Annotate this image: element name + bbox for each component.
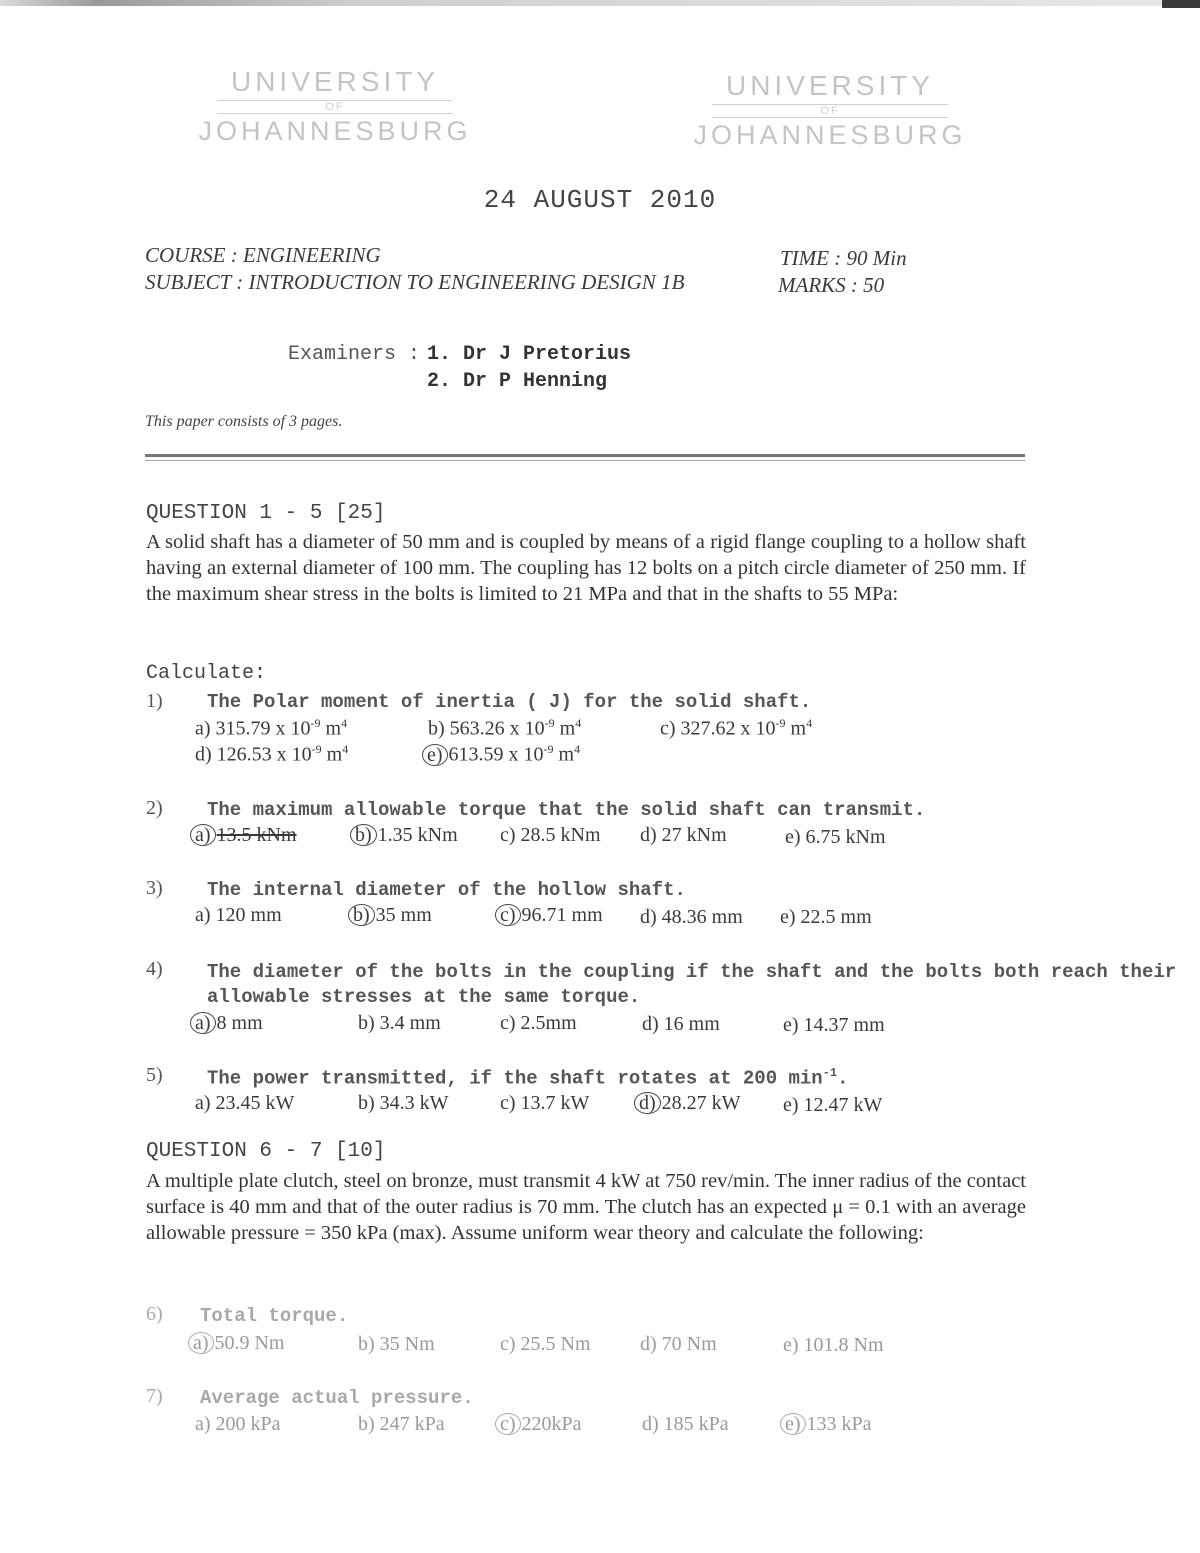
- option-value: 185 kPa: [663, 1413, 729, 1435]
- option-value: 613.59 x 10: [448, 743, 544, 766]
- option-value: 14.37 mm: [803, 1014, 885, 1036]
- option-unit-exp: 4: [574, 742, 581, 756]
- option-letter: a): [195, 1092, 211, 1114]
- option-letter-circled: a): [188, 1332, 214, 1354]
- question-heading: QUESTION 6 - 7 [10]: [146, 1140, 386, 1163]
- option-letter: b): [358, 1333, 375, 1355]
- option-value: 220kPa: [521, 1413, 582, 1435]
- option-value: 48.36 mm: [661, 906, 743, 928]
- option-value: 1.35 kNm: [377, 824, 458, 846]
- option-letter: e): [783, 1334, 799, 1356]
- option-letter-circled: a): [190, 1012, 216, 1034]
- logo-line-3: JOHANNESBURG: [198, 116, 472, 146]
- logo-line-1: UNIVERSITY: [230, 66, 440, 97]
- q-text-line-1: The diameter of the bolts in the coupling if the shaft and the bolts both reach their: [207, 961, 1177, 983]
- option-value: 22.5 mm: [800, 906, 872, 928]
- q-text: The Polar moment of inertia ( J) for the solid shaft.: [207, 691, 812, 713]
- option-b[interactable]: [350, 824, 458, 847]
- question-text: A solid shaft has a diameter of 50 mm and is coupled by means of a rigid flange coupling to a hollow shaft having an external diameter of 100 mm. The coupling has 12 bolts on a pitch circle diameter of 250 mm. If the maximum shear stress in the bolts is limited to 21 MPa and that in the shafts to 55 MPa:: [146, 531, 1026, 605]
- option-letter: c): [660, 717, 676, 740]
- option-letter-circled: e): [780, 1413, 806, 1435]
- option-c[interactable]: [660, 716, 812, 741]
- option-value: 6.75 kNm: [805, 826, 886, 848]
- option-letter: c): [500, 1092, 516, 1114]
- option-value: 28.27 kW: [661, 1092, 741, 1114]
- option-c[interactable]: [500, 1333, 591, 1356]
- option-a[interactable]: [188, 1332, 285, 1355]
- option-letter: a): [195, 904, 211, 926]
- option-letter-circled: b): [350, 824, 377, 846]
- examiner-2-name: 2. Dr P Henning: [427, 370, 608, 393]
- option-e[interactable]: [783, 1094, 882, 1117]
- option-b[interactable]: [348, 904, 432, 927]
- option-value: 16 mm: [663, 1013, 720, 1035]
- option-e[interactable]: [785, 826, 886, 849]
- option-b[interactable]: [358, 1413, 445, 1436]
- option-d[interactable]: [642, 1013, 720, 1036]
- option-value: 25.5 Nm: [520, 1333, 591, 1355]
- option-d[interactable]: [640, 1333, 717, 1356]
- option-letter: e): [783, 1014, 799, 1036]
- logo-line-3: JOHANNESBURG: [693, 120, 967, 150]
- option-letter: d): [640, 906, 657, 928]
- option-letter: d): [195, 743, 212, 766]
- option-letter: b): [358, 1413, 375, 1435]
- option-letter: c): [500, 1012, 516, 1034]
- option-value: 50.9 Nm: [214, 1332, 285, 1354]
- q-text-end: .: [837, 1067, 849, 1090]
- q-text: [207, 1066, 849, 1089]
- q-number: 6): [146, 1303, 163, 1325]
- option-letter: d): [640, 1333, 657, 1355]
- option-unit: m: [553, 743, 575, 766]
- option-unit: m: [554, 717, 576, 740]
- option-c[interactable]: [495, 1413, 582, 1436]
- option-d[interactable]: [195, 742, 348, 767]
- option-c[interactable]: [500, 824, 601, 847]
- option-exp: -9: [543, 742, 554, 756]
- option-letter: b): [358, 1092, 375, 1114]
- time-line: TIME : 90 Min: [780, 246, 907, 270]
- option-letter-circled: c): [495, 904, 521, 926]
- option-unit: m: [321, 743, 343, 766]
- q-text: Total torque.: [200, 1305, 349, 1327]
- option-value: 3.4 mm: [379, 1012, 441, 1034]
- q-number: 2): [146, 797, 163, 819]
- option-unit-exp: 4: [342, 742, 349, 756]
- examiner-1: [427, 343, 631, 366]
- option-e[interactable]: [422, 742, 580, 767]
- option-letter: c): [500, 1333, 516, 1355]
- option-value: 35 mm: [375, 904, 432, 926]
- q-text-exp: -1: [822, 1066, 838, 1080]
- logo-line-2: OF: [217, 100, 453, 114]
- option-a[interactable]: [195, 1413, 281, 1436]
- option-d[interactable]: [640, 824, 727, 847]
- scan-corner-mark: [1162, 0, 1200, 8]
- option-unit-exp: 4: [575, 716, 582, 730]
- option-value: 101.8 Nm: [803, 1334, 884, 1356]
- option-e[interactable]: [783, 1014, 885, 1037]
- option-value: 13.7 kW: [520, 1092, 590, 1114]
- q-number: 1): [146, 690, 163, 712]
- option-value: 315.79 x 10: [215, 717, 311, 740]
- option-d[interactable]: [634, 1092, 741, 1115]
- university-logo-left: [195, 66, 475, 147]
- option-d[interactable]: [640, 906, 743, 929]
- option-value: 96.71 mm: [521, 904, 603, 926]
- calculate-label: Calculate:: [146, 662, 267, 685]
- option-exp: -9: [775, 716, 786, 730]
- examiner-1-name: 1. Dr J Pretorius: [427, 343, 632, 366]
- option-value: 120 mm: [215, 904, 282, 926]
- option-value: 126.53 x 10: [216, 743, 312, 766]
- university-logo-right: [690, 70, 970, 151]
- option-b[interactable]: [358, 1333, 435, 1356]
- marks-line: MARKS : 50: [778, 273, 885, 297]
- question-text: A multiple plate clutch, steel on bronze, must transmit 4 kW at 750 rev/min. The inner radius of the contact surface is 40 mm and that of the outer radius is 70 mm. The clutch has an expected μ = 0.1 with an average allowable pressure = 350 kPa (max). Assume uniform wear theory and calculate the following:: [146, 1170, 1026, 1244]
- question-heading: QUESTION 1 - 5 [25]: [146, 502, 386, 525]
- option-value: 13.5 kNm: [216, 824, 297, 846]
- option-letter: e): [783, 1094, 799, 1116]
- q-text-main: The power transmitted, if the shaft rotates at 200 min: [207, 1067, 823, 1090]
- course-line: COURSE : ENGINEERING: [145, 243, 381, 267]
- logo-line-2: OF: [712, 104, 948, 118]
- option-d[interactable]: [642, 1413, 729, 1436]
- option-unit-exp: 4: [806, 716, 813, 730]
- option-letter: d): [642, 1413, 659, 1435]
- option-a[interactable]: [190, 1012, 263, 1035]
- option-letter: d): [642, 1013, 659, 1035]
- option-letter-circled: b): [348, 904, 375, 926]
- option-letter-circled: a): [190, 824, 216, 846]
- option-value: 133 kPa: [806, 1413, 872, 1435]
- q-number: 3): [146, 877, 163, 899]
- option-letter-circled: d): [634, 1092, 661, 1114]
- option-letter: c): [500, 824, 516, 846]
- option-b[interactable]: [358, 1092, 449, 1115]
- examiner-2: [427, 370, 607, 393]
- option-value: 563.26 x 10: [449, 717, 545, 740]
- option-a[interactable]: [195, 904, 282, 927]
- option-e[interactable]: [783, 1334, 884, 1357]
- option-unit-exp: 4: [341, 716, 348, 730]
- q-text: Average actual pressure.: [200, 1387, 474, 1409]
- option-letter-circled: e): [422, 744, 448, 766]
- option-value: 70 Nm: [661, 1333, 717, 1355]
- logo-line-1: UNIVERSITY: [725, 70, 935, 101]
- q-text-line-2: allowable stresses at the same torque.: [207, 986, 641, 1008]
- q-number: 5): [146, 1064, 163, 1086]
- q-number: 7): [146, 1385, 163, 1407]
- option-value: 247 kPa: [379, 1413, 445, 1435]
- q-text: The internal diameter of the hollow shaft.: [207, 879, 686, 901]
- option-c[interactable]: [500, 1092, 589, 1115]
- option-letter: a): [195, 1413, 211, 1435]
- option-value: 23.45 kW: [215, 1092, 295, 1114]
- option-value: 200 kPa: [215, 1413, 281, 1435]
- option-letter-circled: c): [495, 1413, 521, 1435]
- option-b[interactable]: [358, 1012, 441, 1035]
- q-number: 4): [146, 958, 163, 980]
- option-c[interactable]: [500, 1012, 577, 1035]
- divider-rule: [145, 454, 1025, 457]
- option-value: 35 Nm: [379, 1333, 435, 1355]
- divider-rule-thin: [145, 460, 1025, 461]
- option-e[interactable]: [780, 906, 872, 929]
- option-a[interactable]: [190, 824, 297, 847]
- option-letter: e): [780, 906, 796, 928]
- scan-edge: [0, 0, 1200, 6]
- option-exp: -9: [544, 716, 555, 730]
- option-value: 34.3 kW: [379, 1092, 449, 1114]
- option-exp: -9: [310, 716, 321, 730]
- option-c[interactable]: [495, 904, 603, 927]
- option-exp: -9: [311, 742, 322, 756]
- option-value: 12.47 kW: [803, 1094, 883, 1116]
- option-value: 2.5mm: [520, 1012, 577, 1034]
- option-letter: e): [785, 826, 801, 848]
- examiners-label: Examiners :: [288, 343, 421, 366]
- q-text: The maximum allowable torque that the solid shaft can transmit.: [207, 799, 926, 821]
- option-letter: a): [195, 717, 211, 740]
- exam-date: 24 AUGUST 2010: [483, 185, 717, 215]
- option-value: 327.62 x 10: [680, 717, 776, 740]
- option-unit: m: [785, 717, 807, 740]
- option-value: 8 mm: [216, 1012, 263, 1034]
- option-b[interactable]: [428, 716, 581, 741]
- option-value: 28.5 kNm: [520, 824, 601, 846]
- option-unit: m: [320, 717, 342, 740]
- option-letter: b): [358, 1012, 375, 1034]
- option-e[interactable]: [780, 1413, 872, 1436]
- option-a[interactable]: [195, 1092, 294, 1115]
- option-a[interactable]: [195, 716, 347, 741]
- option-letter: d): [640, 824, 657, 846]
- subject-line: SUBJECT : INTRODUCTION TO ENGINEERING DESIGN 1B: [145, 270, 685, 294]
- option-value: 27 kNm: [661, 824, 727, 846]
- option-letter: b): [428, 717, 445, 740]
- pages-note: This paper consists of 3 pages.: [145, 413, 343, 430]
